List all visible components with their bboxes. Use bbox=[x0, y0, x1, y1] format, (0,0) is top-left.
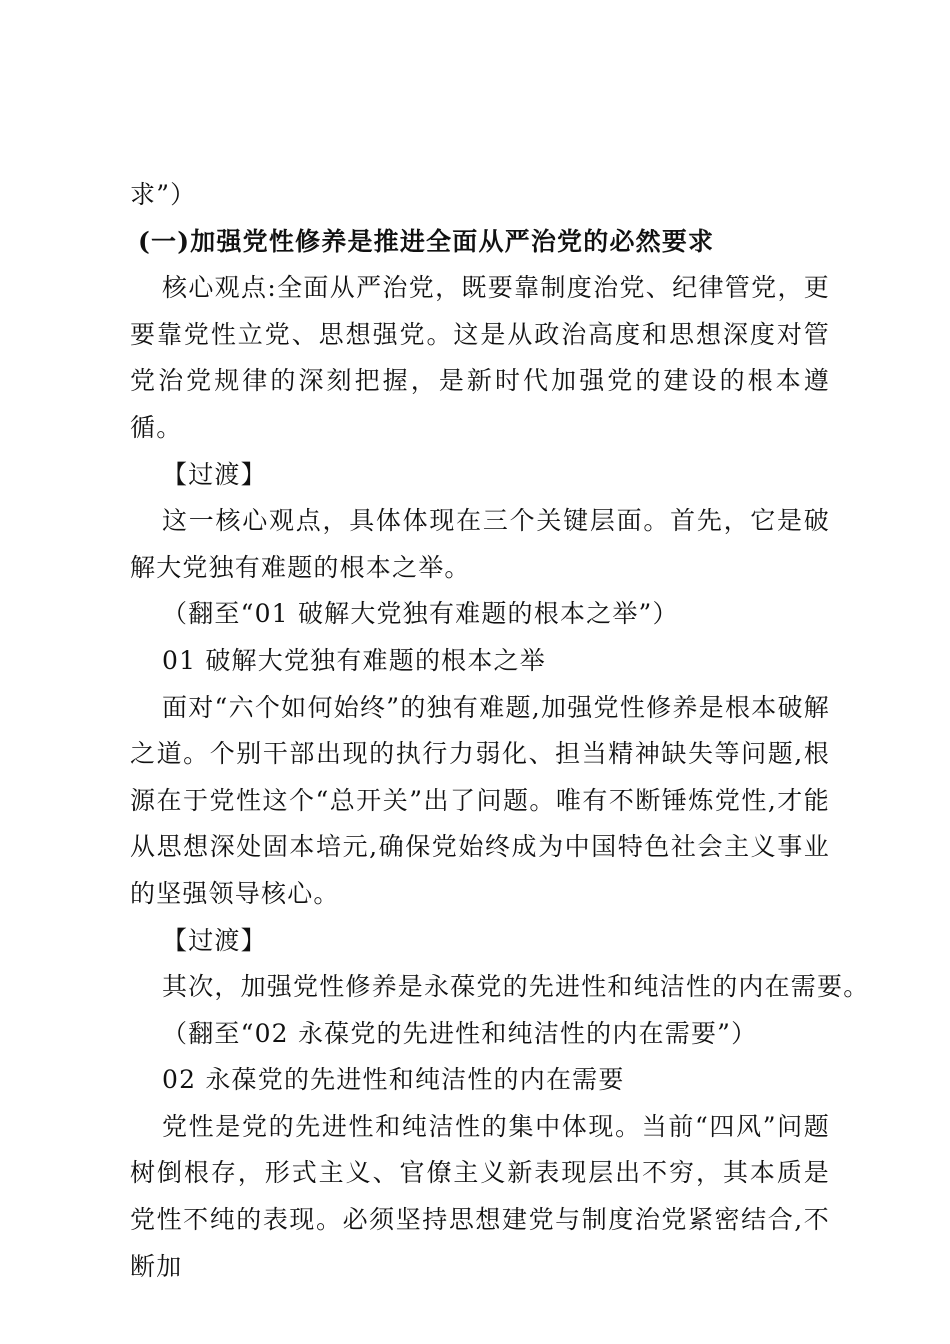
continued-text: 求”） bbox=[130, 180, 197, 209]
transition-marker: 【过渡】 bbox=[162, 925, 267, 955]
body-paragraph: 面对“六个如何始终”的独有难题,加强党性修养是根本破解之道。个别干部出现的执行力弱化、担当精神缺失等问题,根源在于党性这个“总开关”出了问题。唯有不断锤炼党性,才能从思想深处固本培元,确保党始终成为中国特色社会主义事业的坚强领导核心。 bbox=[130, 692, 830, 908]
transition-paragraph: 其次，加强党性修养是永葆党的先进性和纯洁性的内在需要。 bbox=[162, 972, 870, 1002]
section-heading: (一)加强党性修养是推进全面从严治党的必然要求 bbox=[138, 226, 715, 256]
transition-marker: 【过渡】 bbox=[162, 459, 267, 489]
body-paragraph: 党性是党的先进性和纯洁性的集中体现。当前“四风”问题树倒根存，形式主义、官僚主义新表现层出不穷，其本质是党性不纯的表现。必须坚持思想建党与制度治党紧密结合,不断加 bbox=[130, 1111, 830, 1281]
slide-cue: （翻至“01 破解大党独有难题的根本之举”） bbox=[162, 599, 679, 629]
subheading: 02 永葆党的先进性和纯洁性的内在需要 bbox=[162, 1065, 625, 1095]
core-viewpoint-paragraph: 核心观点:全面从严治党，既要靠制度治党、纪律管党，更要靠党性立党、思想强党。这是从政治高度和思想深度对管党治党规律的深刻把握，是新时代加强党的建设的根本遵循。 bbox=[130, 273, 830, 442]
document-body bbox=[130, 172, 870, 1290]
transition-paragraph: 这一核心观点，具体体现在三个关键层面。首先，它是破解大党独有难题的根本之举。 bbox=[130, 506, 830, 582]
subheading: 01 破解大党独有难题的根本之举 bbox=[162, 645, 546, 675]
slide-cue: （翻至“02 永葆党的先进性和纯洁性的内在需要”） bbox=[162, 1018, 758, 1048]
